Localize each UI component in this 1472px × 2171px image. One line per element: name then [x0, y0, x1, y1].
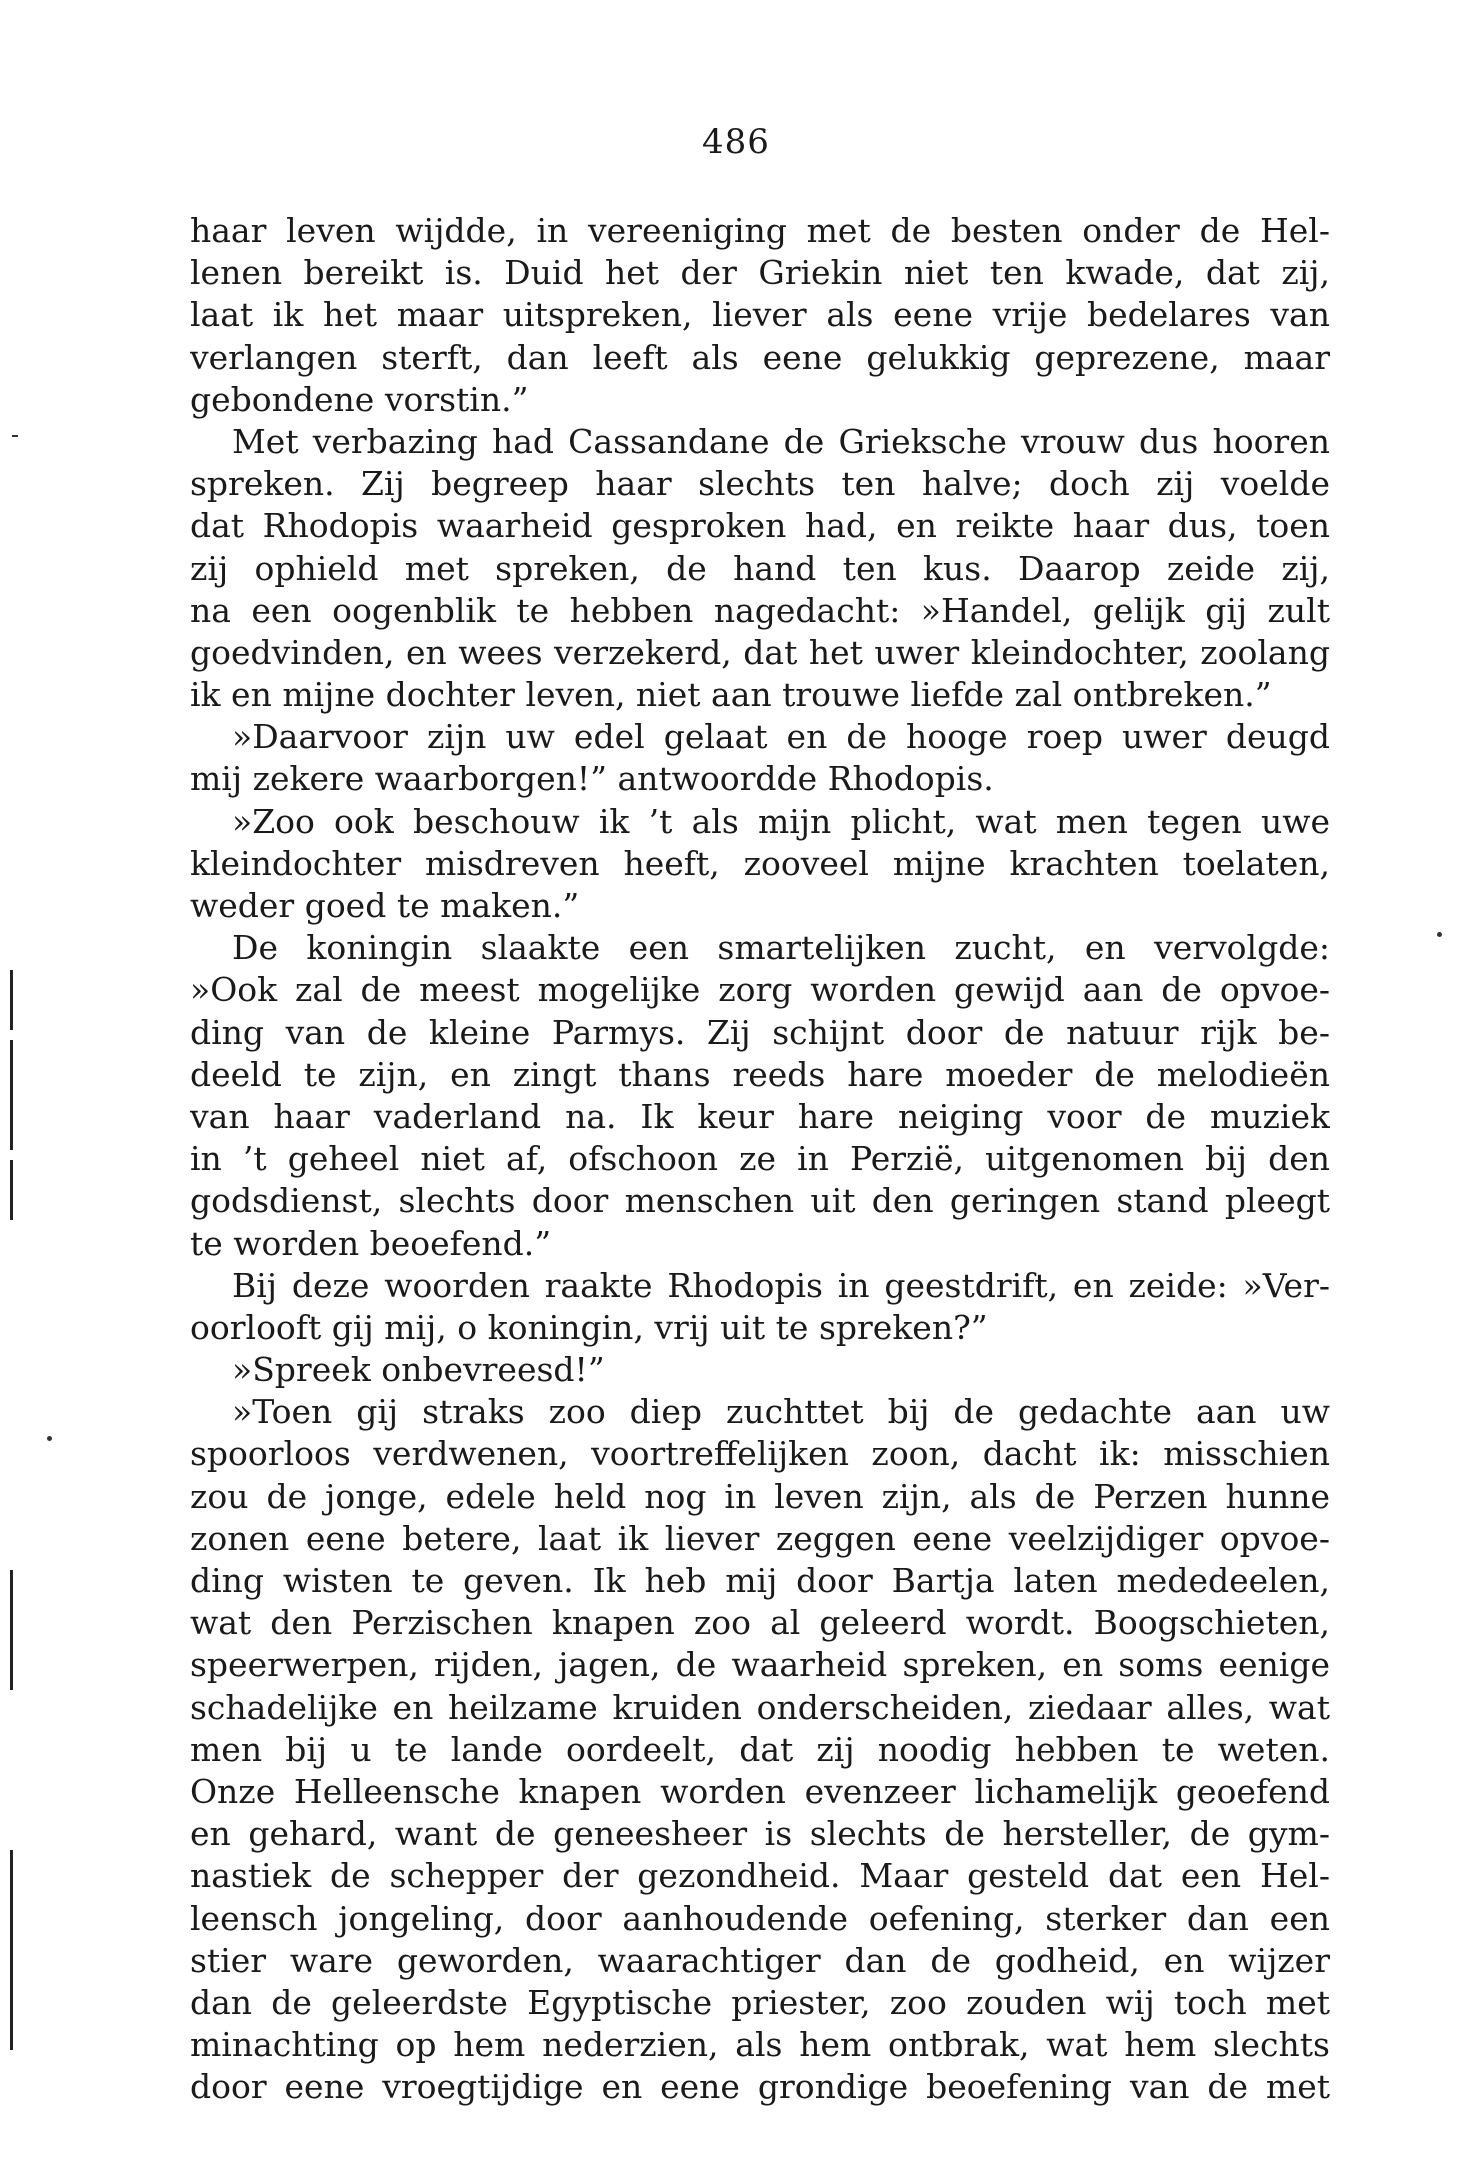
text-line: stier ware geworden, waarachtiger dan de godheid, en wijzer	[190, 1940, 1330, 1980]
text-line: na een oogenblik te hebben nagedacht: »Handel, gelijk gij zult	[190, 590, 1330, 630]
text-line: spreken. Zij begreep haar slechts ten halve; doch zij voelde	[190, 464, 1330, 504]
text-line: mij zekere waarborgen!” antwoordde Rhodopis.	[190, 759, 994, 799]
text-line: Met verbazing had Cassandane de Grieksche vrouw dus hooren	[232, 421, 1330, 461]
scan-margin-mark	[10, 1160, 13, 1220]
text-line: men bij u te lande oordeelt, dat zij noodig hebben te weten.	[190, 1729, 1330, 1769]
text-line: schadelijke en heilzame kruiden onderscheiden, ziedaar alles, wat	[190, 1687, 1330, 1727]
text-line: zonen eene betere, laat ik liever zeggen eene veelzijdiger opvoe-	[190, 1518, 1330, 1558]
scan-speck	[12, 435, 18, 437]
text-line: verlangen sterft, dan leeft als eene gelukkig geprezene, maar	[190, 337, 1330, 377]
text-line: speerwerpen, rijden, jagen, de waarheid spreken, en soms eenige	[190, 1645, 1330, 1685]
text-line: zou de jonge, edele held nog in leven zijn, als de Perzen hunne	[190, 1476, 1330, 1516]
text-line: gebondene vorstin.”	[190, 379, 529, 419]
text-line: zij ophield met spreken, de hand ten kus. Daarop zeide zij,	[190, 548, 1330, 588]
text-line: godsdienst, slechts door menschen uit den geringen stand pleegt	[190, 1181, 1330, 1221]
scan-speck	[1437, 932, 1442, 937]
text-line: Bij deze woorden raakte Rhodopis in geestdrift, en zeide: »Ver-	[232, 1265, 1330, 1305]
text-line: dat Rhodopis waarheid gesproken had, en reikte haar dus, toen	[190, 506, 1330, 546]
text-line: minachting op hem nederzien, als hem ontbrak, wat hem slechts	[190, 2025, 1330, 2065]
scan-margin-mark	[10, 1570, 13, 1690]
text-line: kleindochter misdreven heeft, zooveel mijne krachten toelaten,	[190, 843, 1330, 883]
scan-speck	[47, 1436, 52, 1441]
page-number: 486	[702, 122, 770, 162]
text-line: »Spreek onbevreesd!”	[232, 1350, 605, 1390]
text-line: spoorloos verdwenen, voortreffelijken zoon, dacht ik: misschien	[190, 1434, 1330, 1474]
text-line: weder goed te maken.”	[190, 886, 580, 925]
text-line: ik en mijne dochter leven, niet aan trouwe liefde zal ontbreken.”	[190, 675, 1272, 715]
text-line: Onze Helleensche knapen worden evenzeer lichamelijk geoefend	[190, 1771, 1330, 1811]
text-line: deeld te zijn, en zingt thans reeds hare moeder de melodieën	[190, 1054, 1330, 1094]
text-line: en gehard, want de geneesheer is slechts de hersteller, de gym-	[190, 1814, 1330, 1854]
text-line: in ’t geheel niet af, ofschoon ze in Perzië, uitgenomen bij den	[190, 1139, 1330, 1179]
text-line: ding van de kleine Parmys. Zij schijnt door de natuur rijk be-	[190, 1012, 1330, 1052]
scan-margin-mark	[10, 970, 13, 1030]
text-line: nastiek de schepper der gezondheid. Maar gesteld dat een Hel-	[190, 1856, 1330, 1896]
scan-margin-mark	[10, 1040, 13, 1150]
text-line: laat ik het maar uitspreken, liever als eene vrije bedelares van	[190, 295, 1330, 335]
scan-margin-mark	[10, 1850, 13, 2050]
text-line: wat den Perzischen knapen zoo al geleerd wordt. Boogschieten,	[190, 1603, 1330, 1643]
text-line: door eene vroegtijdige en eene grondige beoefening van de met	[190, 2067, 1330, 2107]
text-line: te worden beoefend.”	[190, 1223, 552, 1263]
text-line: »Toen gij straks zoo diep zuchttet bij de gedachte aan uw	[232, 1392, 1330, 1432]
text-line: »Ook zal de meest mogelijke zorg worden gewijd aan de opvoe-	[190, 970, 1330, 1010]
body-text	[190, 210, 1330, 2108]
text-line: leensch jongeling, door aanhoudende oefening, sterker dan een	[190, 1898, 1330, 1938]
text-line: van haar vaderland na. Ik keur hare neiging voor de muziek	[190, 1096, 1330, 1136]
text-line: goedvinden, en wees verzekerd, dat het uwer kleindochter, zoolang	[190, 632, 1330, 672]
text-line: De koningin slaakte een smartelijken zucht, en vervolgde:	[232, 928, 1330, 968]
text-line: »Zoo ook beschouw ik ’t als mijn plicht, wat men tegen uwe	[232, 801, 1330, 841]
text-line: haar leven wijdde, in vereeniging met de besten onder de Hel-	[190, 211, 1330, 250]
text-line: dan de geleerdste Egyptische priester, zoo zouden wij toch met	[190, 1982, 1330, 2022]
text-line: lenen bereikt is. Duid het der Griekin niet ten kwade, dat zij,	[190, 253, 1330, 293]
text-line: oorlooft gij mij, o koningin, vrij uit te spreken?”	[190, 1307, 988, 1347]
text-line: ding wisten te geven. Ik heb mij door Bartja laten mededeelen,	[190, 1561, 1330, 1600]
text-line: »Daarvoor zijn uw edel gelaat en de hooge roep uwer deugd	[232, 717, 1330, 757]
